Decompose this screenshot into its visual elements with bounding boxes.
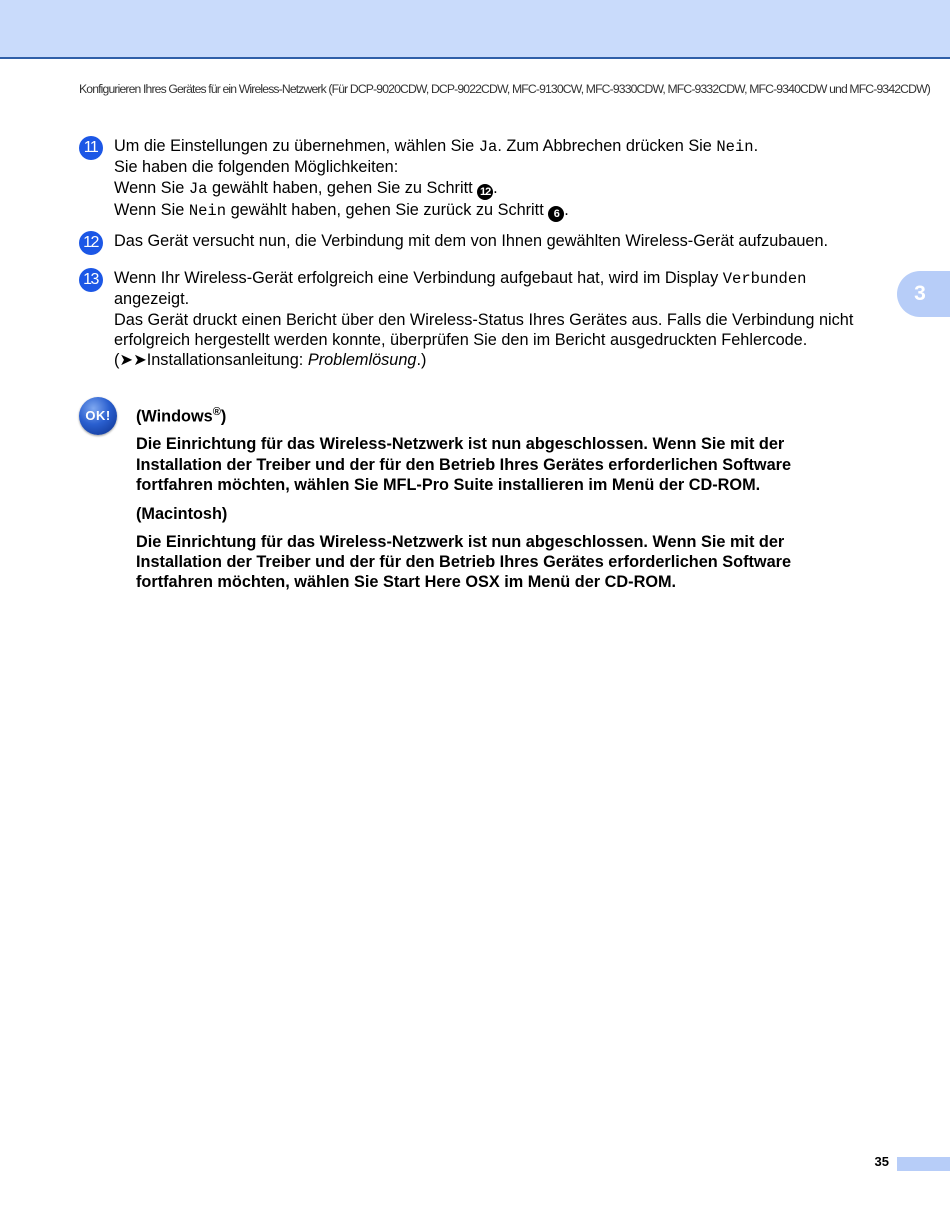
- lcd-text: Nein: [716, 138, 754, 156]
- paragraph-line: Installation der Treiber und der für den Betrieb Ihres Gerätes erforderlichen Software: [136, 455, 792, 474]
- text: .): [416, 351, 427, 370]
- text: (Windows: [136, 407, 213, 426]
- double-arrow-icon: ➤➤: [119, 351, 147, 370]
- text: ): [220, 407, 227, 426]
- lcd-text: Ja: [188, 179, 208, 198]
- step-body: [114, 136, 899, 222]
- running-header: Konfigurieren Ihres Gerätes für ein Wireless-Netzwerk (Für DCP-9020CDW, DCP-9022CDW, MFC-9130CW, MFC-9330CDW, MFC-9332CDW, MFC-9340CDW und MFC-9342CDW): [79, 82, 930, 96]
- step-line: [114, 178, 899, 200]
- step-number-badge: 11: [79, 136, 103, 160]
- step-line: Das Gerät druckt einen Bericht über den Wireless-Status Ihres Gerätes aus. Falls die Verbindung nicht: [114, 310, 854, 329]
- step-line: [114, 350, 899, 370]
- step-line: [114, 136, 899, 157]
- text: .: [493, 178, 498, 197]
- step-line: Sie haben die folgenden Möglichkeiten:: [114, 158, 399, 177]
- paragraph-line: fortfahren möchten, wählen Sie MFL-Pro Suite installieren im Menü der CD-ROM.: [136, 476, 761, 495]
- step-line: [114, 268, 899, 289]
- chapter-tab: [897, 271, 950, 317]
- step-12: [79, 231, 899, 251]
- step-line: [114, 200, 899, 222]
- step-line: angezeigt.: [114, 290, 190, 309]
- page-number: 35: [874, 1154, 889, 1169]
- text: gewählt haben, gehen Sie zu Schritt: [207, 178, 478, 197]
- windows-heading: [136, 401, 896, 427]
- guide-section-title: Problemlösung: [307, 351, 417, 370]
- step-reference-icon: 12: [477, 184, 493, 200]
- text: Um die Einstellungen zu übernehmen, wählen Sie: [114, 137, 479, 155]
- step-13: [79, 268, 899, 370]
- ok-note: [136, 401, 896, 600]
- ok-icon-label: OK!: [85, 408, 111, 423]
- text: .: [753, 137, 759, 155]
- registered-mark: ®: [212, 406, 221, 418]
- step-body: [114, 268, 899, 370]
- step-reference-icon: 6: [548, 206, 564, 222]
- paragraph-line: Installation der Treiber und der für den Betrieb Ihres Gerätes erforderlichen Software: [136, 553, 792, 572]
- text: .: [564, 200, 569, 219]
- lcd-text: Verbunden: [722, 270, 807, 288]
- paragraph-line: fortfahren möchten, wählen Sie Start Here OSX im Menü der CD-ROM.: [136, 573, 677, 592]
- step-11: [79, 136, 899, 222]
- text: Wenn Sie: [114, 178, 189, 197]
- paragraph-line: Die Einrichtung für das Wireless-Netzwerk ist nun abgeschlossen. Wenn Sie mit der: [136, 532, 785, 551]
- lcd-text: Ja: [478, 138, 498, 156]
- top-color-band: [0, 0, 950, 59]
- page-number-bar: [897, 1157, 950, 1171]
- windows-paragraph: [136, 434, 896, 495]
- ok-icon: [79, 397, 117, 435]
- step-number-badge: 12: [79, 231, 103, 255]
- text: Wenn Ihr Wireless-Gerät erfolgreich eine Verbindung aufgebaut hat, wird im Display: [114, 269, 723, 287]
- text: gewählt haben, gehen Sie zurück zu Schritt: [226, 200, 549, 219]
- step-line: Das Gerät versucht nun, die Verbindung mit dem von Ihnen gewählten Wireless-Gerät aufzubauen.: [114, 232, 829, 250]
- step-number-badge: 13: [79, 268, 103, 292]
- chapter-number: 3: [914, 282, 926, 305]
- text: . Zum Abbrechen drücken Sie: [497, 137, 717, 155]
- macintosh-paragraph: [136, 532, 896, 593]
- step-body: [114, 231, 899, 251]
- text: Installationsanleitung:: [146, 351, 308, 370]
- step-line: erfolgreich hergestellt werden konnte, überprüfen Sie den im Bericht ausgedruckten Fehlercode.: [114, 330, 808, 349]
- lcd-text: Nein: [188, 201, 227, 220]
- text: (: [114, 351, 120, 370]
- macintosh-heading: (Macintosh): [136, 504, 228, 523]
- paragraph-line: Die Einrichtung für das Wireless-Netzwerk ist nun abgeschlossen. Wenn Sie mit der: [136, 435, 785, 454]
- text: Wenn Sie: [114, 200, 189, 219]
